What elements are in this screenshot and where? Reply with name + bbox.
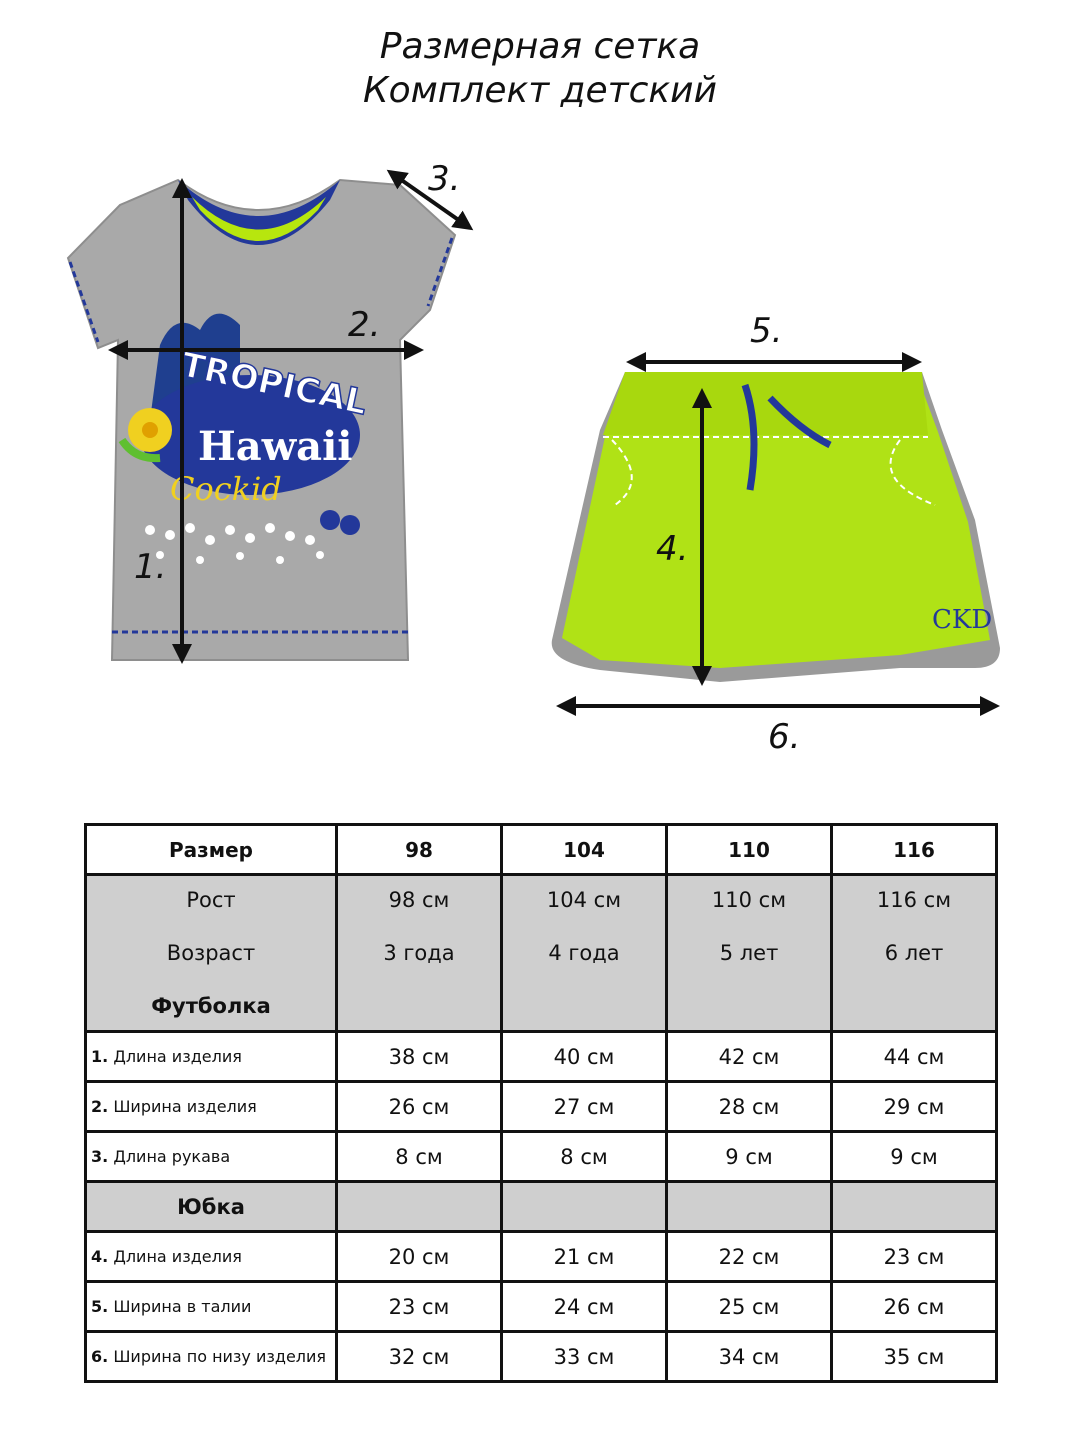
cell-value: 24 см	[502, 1282, 667, 1332]
print-hawaii: Hawaii	[198, 423, 353, 470]
label-age: Возраст	[166, 941, 256, 965]
table-row	[86, 1082, 997, 1132]
cell-value: 27 см	[502, 1082, 667, 1132]
row-label: 6. Ширина по низу изделия	[86, 1332, 337, 1382]
marker-6: 6.	[768, 717, 801, 757]
header-cell: 104	[502, 825, 667, 875]
header-cell: Размер	[86, 825, 337, 875]
table-row	[86, 1332, 997, 1382]
height-value: 98 см	[388, 888, 450, 912]
cell-value: 23 см	[337, 1282, 502, 1332]
print-tropical: TROPICAL	[177, 344, 371, 424]
size-table	[84, 823, 998, 1383]
skirt-section-row	[86, 1182, 997, 1232]
cell-value: 8 см	[337, 1132, 502, 1182]
group-top-col	[337, 875, 502, 1032]
header-cell: 110	[667, 825, 832, 875]
cell-value: 35 см	[832, 1332, 997, 1382]
group-top-labels	[86, 875, 337, 1032]
cell-value: 21 см	[502, 1232, 667, 1282]
title-line-2: Комплект детский	[363, 70, 717, 111]
skirt-logo: CKD	[932, 605, 993, 635]
marker-3: 3.	[428, 159, 461, 199]
header-cell: 98	[337, 825, 502, 875]
cell-value: 34 см	[667, 1332, 832, 1382]
cell-value: 38 см	[337, 1032, 502, 1082]
cell-value: 9 см	[832, 1132, 997, 1182]
height-value: 104 см	[546, 888, 622, 912]
cell-value: 20 см	[337, 1232, 502, 1282]
cell-value: 26 см	[337, 1082, 502, 1132]
cell-value: 42 см	[667, 1032, 832, 1082]
cell-value: 8 см	[502, 1132, 667, 1182]
table-row	[86, 1282, 997, 1332]
table-row	[86, 1132, 997, 1182]
table-row	[86, 1032, 997, 1082]
marker-5: 5.	[750, 311, 783, 351]
row-label: 1. Длина изделия	[86, 1032, 337, 1082]
row-label: 4. Длина изделия	[86, 1232, 337, 1282]
group-top-col	[667, 875, 832, 1032]
cell-value: 32 см	[337, 1332, 502, 1382]
group-top-row	[86, 875, 997, 1032]
cell-value: 29 см	[832, 1082, 997, 1132]
print-cockid: Cockid	[170, 470, 282, 508]
height-value: 116 см	[876, 888, 952, 912]
title-line-1: Размерная сетка	[379, 26, 701, 67]
label-height: Рост	[186, 888, 236, 912]
row-label: 2. Ширина изделия	[86, 1082, 337, 1132]
cell-value: 40 см	[502, 1032, 667, 1082]
skirt-image	[552, 372, 1000, 682]
table-header-row	[86, 825, 997, 875]
age-value: 6 лет	[884, 941, 944, 965]
cell-value: 44 см	[832, 1032, 997, 1082]
section-skirt: Юбка	[86, 1182, 337, 1232]
row-label: 5. Ширина в талии	[86, 1282, 337, 1332]
age-value: 4 года	[548, 941, 620, 965]
section-tshirt: Футболка	[151, 994, 271, 1018]
header-cell: 116	[832, 825, 997, 875]
cell-value: 26 см	[832, 1282, 997, 1332]
cell-value: 22 см	[667, 1232, 832, 1282]
table-row	[86, 1232, 997, 1282]
height-value: 110 см	[711, 888, 787, 912]
age-value: 3 года	[383, 941, 455, 965]
cell-value: 28 см	[667, 1082, 832, 1132]
marker-4: 4.	[656, 529, 689, 569]
age-value: 5 лет	[719, 941, 779, 965]
group-top-col	[832, 875, 997, 1032]
cell-value: 9 см	[667, 1132, 832, 1182]
marker-2: 2.	[348, 305, 381, 345]
cell-value: 33 см	[502, 1332, 667, 1382]
group-top-col	[502, 875, 667, 1032]
row-label: 3. Длина рукава	[86, 1132, 337, 1182]
cell-value: 23 см	[832, 1232, 997, 1282]
marker-1: 1.	[134, 547, 167, 587]
cell-value: 25 см	[667, 1282, 832, 1332]
tshirt-image	[68, 180, 455, 660]
